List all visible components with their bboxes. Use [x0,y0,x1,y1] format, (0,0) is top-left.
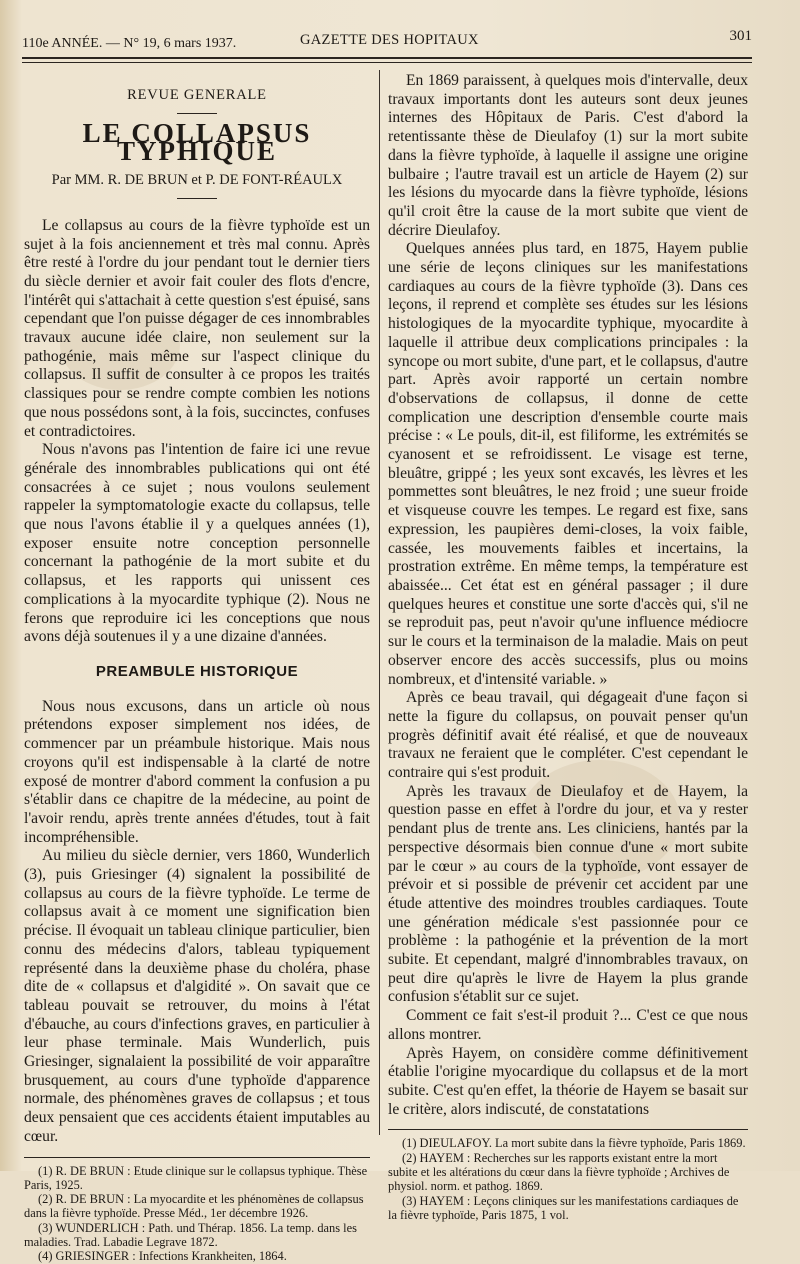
article-authors: Par MM. R. DE BRUN et P. DE FONT-RÉAULX [51,172,343,189]
footnote: (2) HAYEM : Recherches sur les rapports existant entre la mort subite et les altérations du cœur dans la fièvre typhoïde ; Archives de physiol. norm. et pathog. 1869. [388,1150,730,1194]
footnote: (3) HAYEM : Leçons cliniques sur les manifestations cardiaques de la fièvre typhoïde, Paris 1875, 1 vol. [388,1193,739,1222]
footnote-rule [24,1157,370,1158]
article-title: LE COLLAPSUS TYPHIQUE [82,117,312,167]
running-header [22,30,752,54]
header-rule [22,57,752,59]
page-number: 301 [729,28,752,44]
journal-name: GAZETTE DES HOPITAUX [300,32,479,48]
footnote: (4) GRIESINGER : Infections Krankheiten, 1864. [38,1249,287,1264]
paragraph: Au milieu du siècle dernier, vers 1860, Wunderlich (3), puis Griesinger (4) signalent la possibilité de collapsus au cours de la fièvre typhoïde. Le terme de collapsus avait à ce moment une signification bien précise. Il évoquait un tableau clinique particulier, bien connu des médecins d'alors, tableau typiquement représenté dans la deuxième phase du choléra, phase dite de « collapsus et d'algidité ». On savait que ce tableau pouvait se retrouver, du moins à l'état d'ébauche, au cours d'infections graves, en particulier à leur phase terminale. Mais Wunderlich, puis Griesinger, signalaient la possibilité de voir apparaître brusquement, au cours d'une typhoïde d'apparence normale, des phénomènes graves de collapsus ; et tous deux pensaient que ces accidents étaient imputables au cœur. [24,847,370,1145]
header-rule-thin [22,62,752,63]
paragraph: En 1869 paraissent, à quelques mois d'intervalle, deux travaux importants dont les auteurs sont deux jeunes internes des Hôpitaux de Paris. C'est d'abord la retentissante thèse de Dieulafoy (1) sur la mort subite dans la fièvre typhoïde, à laquelle il assigne une origine bulbaire ; l'autre travail est un article de Hayem (2) sur les lésions du myocarde dans la fièvre typhoïde, lésions qu'il croit être la cause de la mort subite que vient de décrire Dieulafoy. [388,72,748,239]
footnote-rule [388,1129,748,1130]
left-column [24,76,370,1264]
paragraph: Après ce beau travail, qui dégageait d'une façon si nette la figure du collapsus, on pouvait penser qu'un progrès définitif avait été réalisé, et que de nouveaux travaux ne feraient que le compléter. C'est cependant le contraire qui s'est produit. [388,689,748,782]
footnote: (2) R. DE BRUN : La myocardite et les phénomènes de collapsus dans la fièvre typhoïde. Presse Méd., 1er décembre 1926. [24,1192,364,1221]
column-divider [379,70,380,1135]
footnote: (1) DIEULAFOY. La mort subite dans la fièvre typhoïde, Paris 1869. [402,1136,746,1151]
paragraph: Quelques années plus tard, en 1875, Hayem publie une série de leçons cliniques sur les manifestations cardiaques au cours de la fièvre typhoïde (3). Dans ces leçons, il reprend et complète ses études sur les lésions histologiques de la myocardite typhique, myocardite à laquelle il attribue deux complications principales : la syncope ou mort subite, d'une part, et le collapsus, d'autre part. Après avoir rapporté un certain nombre d'observations de collapsus, il donne de cette complication une description d'ensemble courte mais précise : « Le pouls, dit-il, est filiforme, les extrémités se cyanosent et se refroidissent. Le visage est terne, bleuâtre, grippé ; les yeux sont excavés, les lèvres et les pommettes sont bleuâtres, le nez froid ; une sueur froide et visqueuse couvre les tempes. Le regard est fixe, sans expression, les paupières demi-closes, la voix faible, cassée, les mouvements faibles et incertains, la prostration extrême. En même temps, la température est abaissée... Cet état est en général passager ; il dure quelques heures et constitue une sorte d'accès qui, s'il ne se reproduit pas, peut n'avoir qu'une influence médiocre sur le cours et la terminaison de la maladie. Mais on peut observer encore des accès successifs, plus ou moins nombreux, et d'intensité variable. » [388,240,748,688]
footnote: (3) WUNDERLICH : Path. und Thérap. 1856. La temp. dans les maladies. Trad. Labadie Legrave 1872. [24,1220,357,1250]
rubric: REVUE GENERALE [127,87,267,103]
issue-info: 110e ANNÉE. — N° 19, 6 mars 1937. [22,36,237,51]
paragraph: Après Hayem, on considère comme définitivement établie l'origine myocardique du collapsus et de la mort subite. C'est qu'en effet, la théorie de Hayem se basait sur le critère, alors indiscuté, de constatations [388,1044,748,1118]
section-heading: PREAMBULE HISTORIQUE [95,662,299,680]
paragraph: Nous nous excusons, dans un article où nous prétendons exposer simplement nos idées, de commencer par un préambule historique. Mais nous croyons qu'il est indispensable à la clarté de notre exposé de montrer d'abord comment la confusion a pu s'établir dans ce chapitre de la médecine, au point de l'avoir rendu, après trente années d'études, tout à fait incompréhensible. [24,697,370,846]
short-rule [177,198,217,199]
paragraph: Le collapsus au cours de la fièvre typhoïde est un sujet à la fois anciennement et très mal connu. Après être resté à l'ordre du jour pendant tout le dernier tiers du siècle dernier et avoir fait couler des flots d'encre, l'intérêt qui s'attachait à cette question s'est épuisé, sans cependant que l'on puisse dégager de ces innombrables travaux aucune idée claire, non seulement sur la pathogénie, mais même sur l'aspect clinique du collapsus. Il suffit de consulter à ce propos les traités classiques pour se rendre compte combien les notions que nous possédons sont, à la fois, succinctes, confuses et contradictoires. [24,216,370,440]
paragraph: Après les travaux de Dieulafoy et de Hayem, la question passe en effet à l'ordre du jour, et va y rester pendant plus de trente ans. Les cliniciens, hantés par la perspective désormais bien connue d'une « mort subite par le cœur » au cours de la typhoïde, vont essayer de prévoir et si possible de prévenir cet accident par une étude attentive des moindres troubles cardiaques. Toute une génération médicale s'est passionnée pour ce problème : la pathogénie et la prévention de la mort subite. Et cependant, malgré d'innombrables travaux, on peut dire qu'après le livre de Hayem la plus grande confusion s'établit sur ce sujet. [388,782,748,1006]
footnote: (1) R. DE BRUN : Etude clinique sur le collapsus typhique. Thèse Paris, 1925. [24,1163,368,1192]
short-rule [177,113,217,114]
paragraph: Comment ce fait s'est-il produit ?... C'est ce que nous allons montrer. [388,1007,748,1043]
right-column [388,72,748,1222]
paragraph: Nous n'avons pas l'intention de faire ici une revue générale des innombrables publications qui ont été consacrées à ce sujet ; nous voulons seulement rappeler la symptomatologie exacte du collapsus, telle que nous l'avons établie il y a quelques années (1), exposer ensuite notre conception personnelle concernant la pathogénie de la mort subite et du collapsus, et les rapports qui unissent ces complications à la myocardite typhique (2). Nous ne ferons que reproduire ici les conceptions que nous avons déjà soutenues il y a une dizaine d'années. [24,441,370,646]
